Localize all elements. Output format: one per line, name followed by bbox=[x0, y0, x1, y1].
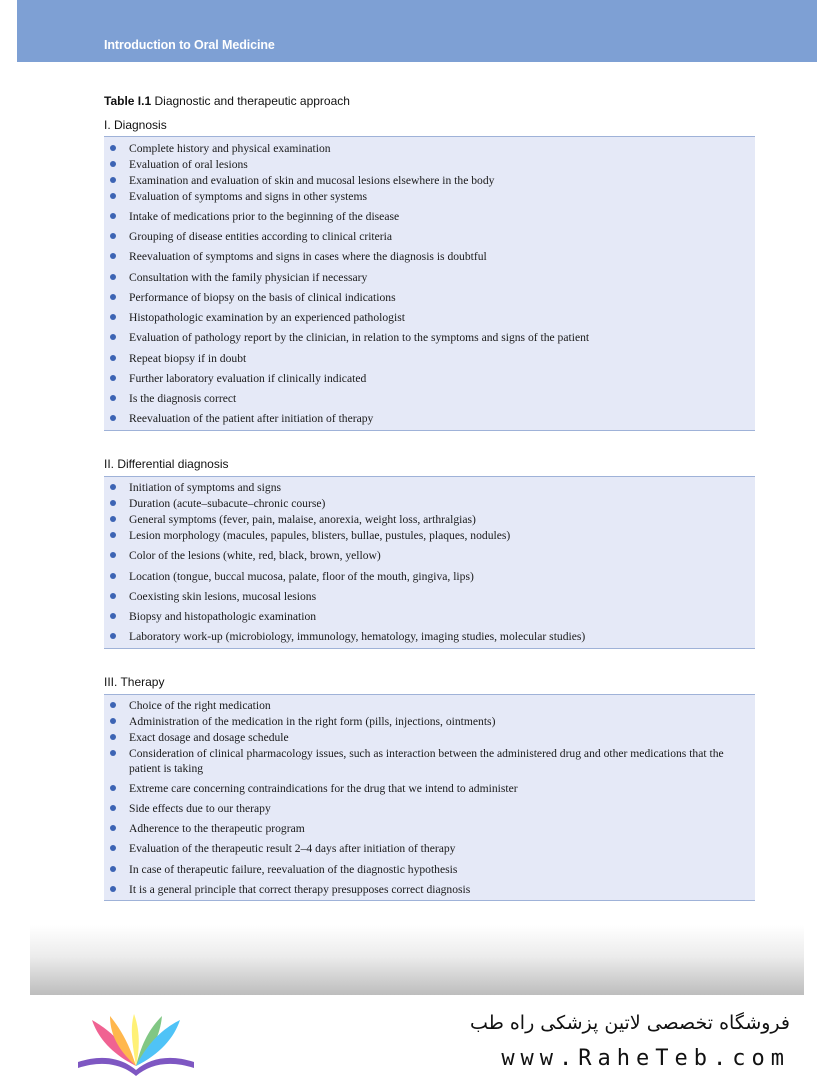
bullet-icon bbox=[110, 718, 116, 724]
list-item-text: It is a general principle that correct therapy presupposes correct diagnosis bbox=[129, 883, 471, 896]
list-item bbox=[104, 209, 755, 224]
list-item bbox=[104, 173, 755, 188]
bullet-icon bbox=[110, 484, 116, 490]
table-label: Table I.1 bbox=[104, 94, 152, 108]
list-item-text: Side effects due to our therapy bbox=[129, 802, 271, 815]
bullet-icon bbox=[110, 785, 116, 791]
list-item bbox=[104, 746, 755, 778]
bullet-icon bbox=[110, 233, 116, 239]
bullet-icon bbox=[110, 825, 116, 831]
list-item-text: Evaluation of oral lesions bbox=[129, 158, 248, 171]
list-item bbox=[104, 714, 755, 729]
list-item bbox=[104, 569, 755, 584]
bullet-icon bbox=[110, 734, 116, 740]
table-title: Diagnostic and therapeutic approach bbox=[154, 94, 350, 108]
bullet-icon bbox=[110, 161, 116, 167]
list-item bbox=[104, 157, 755, 172]
list-item-text: Duration (acute–subacute–chronic course) bbox=[129, 497, 326, 510]
bullet-icon bbox=[110, 415, 116, 421]
list-item bbox=[104, 862, 755, 877]
bullet-icon bbox=[110, 532, 116, 538]
list-item bbox=[104, 609, 755, 624]
list-item-text: Biopsy and histopathologic examination bbox=[129, 610, 317, 623]
section-heading: III. Therapy bbox=[104, 675, 165, 689]
bullet-icon bbox=[110, 274, 116, 280]
section-heading: II. Differential diagnosis bbox=[104, 457, 229, 471]
list-item-text: Performance of biopsy on the basis of clinical indications bbox=[129, 291, 396, 304]
list-item-text: In case of therapeutic failure, reevaluation of the diagnostic hypothesis bbox=[129, 863, 458, 876]
list-item bbox=[104, 841, 755, 856]
list-item-text: Adherence to the therapeutic program bbox=[129, 822, 305, 835]
list-item-text: Laboratory work-up (microbiology, immunology, hematology, imaging studies, molecular studies) bbox=[129, 630, 586, 643]
list-item bbox=[104, 629, 755, 644]
list-item-text: Intake of medications prior to the beginning of the disease bbox=[129, 210, 400, 223]
list-item bbox=[104, 821, 755, 836]
bullet-icon bbox=[110, 253, 116, 259]
list-item-text: Exact dosage and dosage schedule bbox=[129, 731, 289, 744]
bullet-icon bbox=[110, 355, 116, 361]
footer-website-url[interactable]: www.RaheTeb.com bbox=[501, 1046, 790, 1071]
section-list bbox=[104, 476, 755, 649]
bullet-icon bbox=[110, 145, 116, 151]
list-item bbox=[104, 391, 755, 406]
list-item bbox=[104, 229, 755, 244]
section-heading: I. Diagnosis bbox=[104, 118, 167, 132]
list-item-text: Grouping of disease entities according to clinical criteria bbox=[129, 230, 393, 243]
bullet-icon bbox=[110, 395, 116, 401]
bullet-icon bbox=[110, 193, 116, 199]
bullet-icon bbox=[110, 334, 116, 340]
list-item bbox=[104, 411, 755, 426]
list-item bbox=[104, 698, 755, 713]
bullet-icon bbox=[110, 177, 116, 183]
list-item-text: Is the diagnosis correct bbox=[129, 392, 237, 405]
list-item-text: Color of the lesions (white, red, black, brown, yellow) bbox=[129, 549, 381, 562]
bullet-icon bbox=[110, 375, 116, 381]
list-item-text: Examination and evaluation of skin and mucosal lesions elsewhere in the body bbox=[129, 174, 495, 187]
list-item-text: Choice of the right medication bbox=[129, 699, 271, 712]
list-item-text: Administration of the medication in the right form (pills, injections, ointments) bbox=[129, 715, 496, 728]
list-item-text: Complete history and physical examination bbox=[129, 142, 331, 155]
list-item bbox=[104, 310, 755, 325]
list-item bbox=[104, 141, 755, 156]
list-item-text: Repeat biopsy if in doubt bbox=[129, 352, 247, 365]
open-book-logo-icon bbox=[72, 1008, 200, 1078]
bullet-icon bbox=[110, 552, 116, 558]
list-item-text: Evaluation of the therapeutic result 2–4 days after initiation of therapy bbox=[129, 842, 456, 855]
list-item-text: Reevaluation of symptoms and signs in cases where the diagnosis is doubtful bbox=[129, 250, 487, 263]
list-item-text: Location (tongue, buccal mucosa, palate, floor of the mouth, gingiva, lips) bbox=[129, 570, 474, 583]
section-list bbox=[104, 136, 755, 431]
running-header-title: Introduction to Oral Medicine bbox=[104, 38, 275, 52]
page-header-bar bbox=[17, 0, 817, 62]
list-item bbox=[104, 371, 755, 386]
list-item-text: Consultation with the family physician if necessary bbox=[129, 271, 368, 284]
bullet-icon bbox=[110, 314, 116, 320]
bullet-icon bbox=[110, 593, 116, 599]
list-item bbox=[104, 249, 755, 264]
bullet-icon bbox=[110, 213, 116, 219]
list-item bbox=[104, 480, 755, 495]
bullet-icon bbox=[110, 750, 116, 756]
list-item-text: Consideration of clinical pharmacology issues, such as interaction between the administered drug and other medications that the patient is taking bbox=[129, 747, 724, 775]
list-item-text: Coexisting skin lesions, mucosal lesions bbox=[129, 590, 317, 603]
list-item bbox=[104, 270, 755, 285]
list-item bbox=[104, 330, 755, 345]
footer-store-name: فروشگاه تخصصی لاتین پزشکی راه طب bbox=[470, 1012, 790, 1034]
list-item bbox=[104, 781, 755, 796]
list-item bbox=[104, 351, 755, 366]
bullet-icon bbox=[110, 573, 116, 579]
bullet-icon bbox=[110, 805, 116, 811]
list-item-text: General symptoms (fever, pain, malaise, anorexia, weight loss, arthralgias) bbox=[129, 513, 476, 526]
bullet-icon bbox=[110, 702, 116, 708]
list-item-text: Evaluation of symptoms and signs in other systems bbox=[129, 190, 367, 203]
bullet-icon bbox=[110, 613, 116, 619]
section-list bbox=[104, 694, 755, 901]
list-item bbox=[104, 512, 755, 527]
list-item-text: Reevaluation of the patient after initiation of therapy bbox=[129, 412, 374, 425]
list-item bbox=[104, 290, 755, 305]
list-item-text: Initiation of symptoms and signs bbox=[129, 481, 282, 494]
bullet-icon bbox=[110, 866, 116, 872]
list-item-text: Extreme care concerning contraindications for the drug that we intend to administer bbox=[129, 782, 518, 795]
list-item bbox=[104, 730, 755, 745]
list-item bbox=[104, 589, 755, 604]
bullet-icon bbox=[110, 294, 116, 300]
bullet-icon bbox=[110, 516, 116, 522]
list-item bbox=[104, 548, 755, 563]
table-caption bbox=[104, 94, 350, 108]
list-item-text: Lesion morphology (macules, papules, blisters, bullae, pustules, plaques, nodules) bbox=[129, 529, 511, 542]
bullet-icon bbox=[110, 633, 116, 639]
bullet-icon bbox=[110, 886, 116, 892]
list-item-text: Further laboratory evaluation if clinically indicated bbox=[129, 372, 367, 385]
list-item bbox=[104, 496, 755, 511]
bullet-icon bbox=[110, 500, 116, 506]
list-item-text: Histopathologic examination by an experienced pathologist bbox=[129, 311, 405, 324]
bullet-icon bbox=[110, 845, 116, 851]
list-item-text: Evaluation of pathology report by the clinician, in relation to the symptoms and signs of the patient bbox=[129, 331, 590, 344]
list-item bbox=[104, 882, 755, 897]
list-item bbox=[104, 189, 755, 204]
list-item bbox=[104, 528, 755, 543]
footer-shadow bbox=[30, 925, 804, 995]
list-item bbox=[104, 801, 755, 816]
